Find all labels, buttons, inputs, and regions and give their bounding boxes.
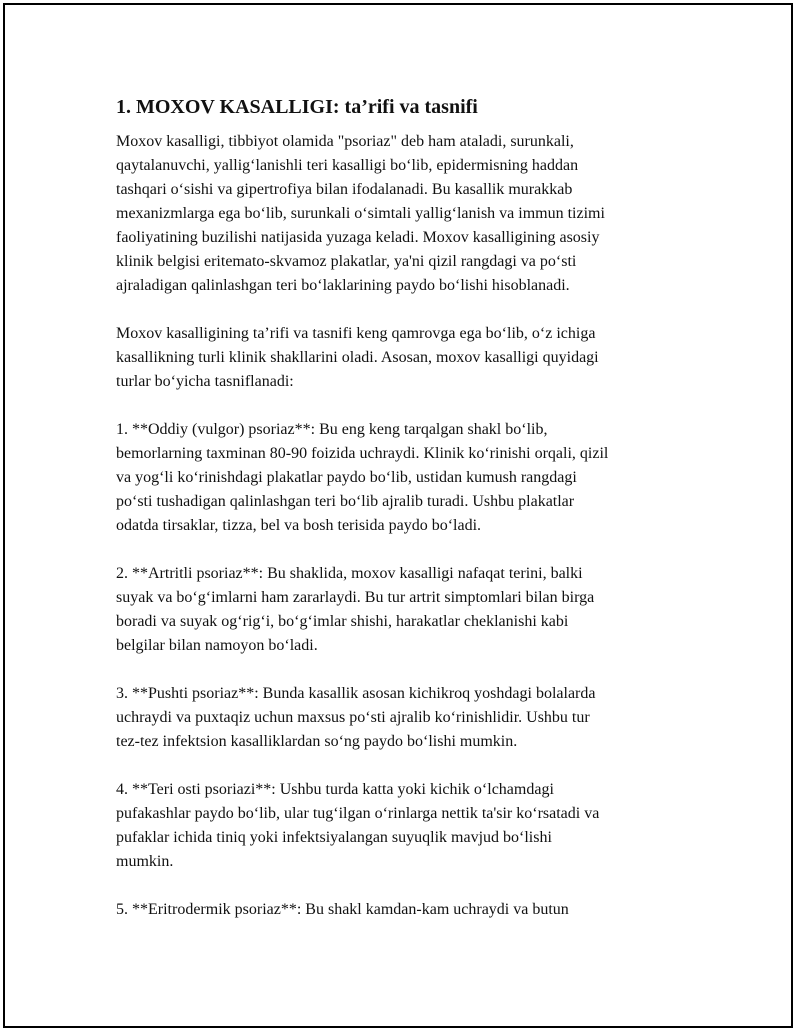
text-line: po‘sti tushadigan qalinlashgan teri bo‘lib ajralib turadi. Ushbu plakatlar <box>116 493 575 510</box>
text-line: uchraydi va puxtaqiz uchun maxsus po‘sti ajralib ko‘rinishlidir. Ushbu tur <box>116 709 590 726</box>
text-line: Moxov kasalligining ta’rifi va tasnifi keng qamrovga ega bo‘lib, o‘z ichiga <box>116 325 596 342</box>
text-line: odatda tirsaklar, tizza, bel va bosh terisida paydo bo‘ladi. <box>116 517 482 534</box>
text-line: bemorlarning taxminan 80-90 foizida uchraydi. Klinik ko‘rinishi orqali, qizil <box>116 445 609 462</box>
text-line: klinik belgisi eritemato-skvamoz plakatlar, ya'ni qizil rangdagi va po‘sti <box>116 253 577 270</box>
text-line: Moxov kasalligi, tibbiyot olamida "psoriaz" deb ham ataladi, surunkali, <box>116 133 574 150</box>
text-line: 2. **Artritli psoriaz**: Bu shaklida, moxov kasalligi nafaqat terini, balki <box>116 565 583 582</box>
text-line: pufakashlar paydo bo‘lib, ular tug‘ilgan o‘rinlarga nettik ta'sir ko‘rsatadi va <box>116 805 600 822</box>
text-line: suyak va bo‘g‘imlarni ham zararlaydi. Bu tur artrit simptomlari bilan birga <box>116 589 595 606</box>
text-line: turlar bo‘yicha tasniflanadi: <box>116 373 294 390</box>
text-line: mumkin. <box>116 853 174 870</box>
text-line: 5. **Eritrodermik psoriaz**: Bu shakl kamdan-kam uchraydi va butun <box>116 901 569 918</box>
text-line: 3. **Pushti psoriaz**: Bunda kasallik asosan kichikroq yoshdagi bolalarda <box>116 685 596 702</box>
text-line: 4. **Teri osti psoriazi**: Ushbu turda katta yoki kichik o‘lchamdagi <box>116 781 554 798</box>
paragraph-item-4 <box>116 778 696 874</box>
text-line: va yog‘li ko‘rinishdagi plakatlar paydo bo‘lib, ustidan kumush rangdagi <box>116 469 577 486</box>
document-body <box>116 94 696 946</box>
text-line: boradi va suyak og‘rig‘i, bo‘g‘imlar shishi, harakatlar cheklanishi kabi <box>116 613 569 630</box>
text-line: belgilar bilan namoyon bo‘ladi. <box>116 637 318 654</box>
text-line: kasallikning turli klinik shakllarini oladi. Asosan, moxov kasalligi quyidagi <box>116 349 599 366</box>
text-line: pufaklar ichida tiniq yoki infektsiyalangan suyuqlik mavjud bo‘lishi <box>116 829 552 846</box>
text-line: tashqari o‘sishi va gipertrofiya bilan ifodalanadi. Bu kasallik murakkab <box>116 181 573 198</box>
paragraph-definition <box>116 130 696 298</box>
text-line: faoliyatining buzilishi natijasida yuzaga keladi. Moxov kasalligining asosiy <box>116 229 600 246</box>
text-line: qaytalanuvchi, yallig‘lanishli teri kasalligi bo‘lib, epidermisning haddan <box>116 157 579 174</box>
paragraph-classification-intro <box>116 322 696 394</box>
paragraph-item-1 <box>116 418 696 538</box>
paragraph-item-5 <box>116 898 696 922</box>
paragraph-item-3 <box>116 682 696 754</box>
section-heading: 1. MOXOV KASALLIGI: ta’rifi va tasnifi <box>116 96 478 118</box>
paragraph-item-2 <box>116 562 696 658</box>
text-line: 1. **Oddiy (vulgor) psoriaz**: Bu eng keng tarqalgan shakl bo‘lib, <box>116 421 548 438</box>
text-line: tez-tez infektsion kasalliklardan so‘ng paydo bo‘lishi mumkin. <box>116 733 518 750</box>
text-line: ajraladigan qalinlashgan teri bo‘laklarining paydo bo‘lishi hisoblanadi. <box>116 277 570 294</box>
text-line: mexanizmlarga ega bo‘lib, surunkali o‘simtali yallig‘lanish va immun tizimi <box>116 205 605 222</box>
